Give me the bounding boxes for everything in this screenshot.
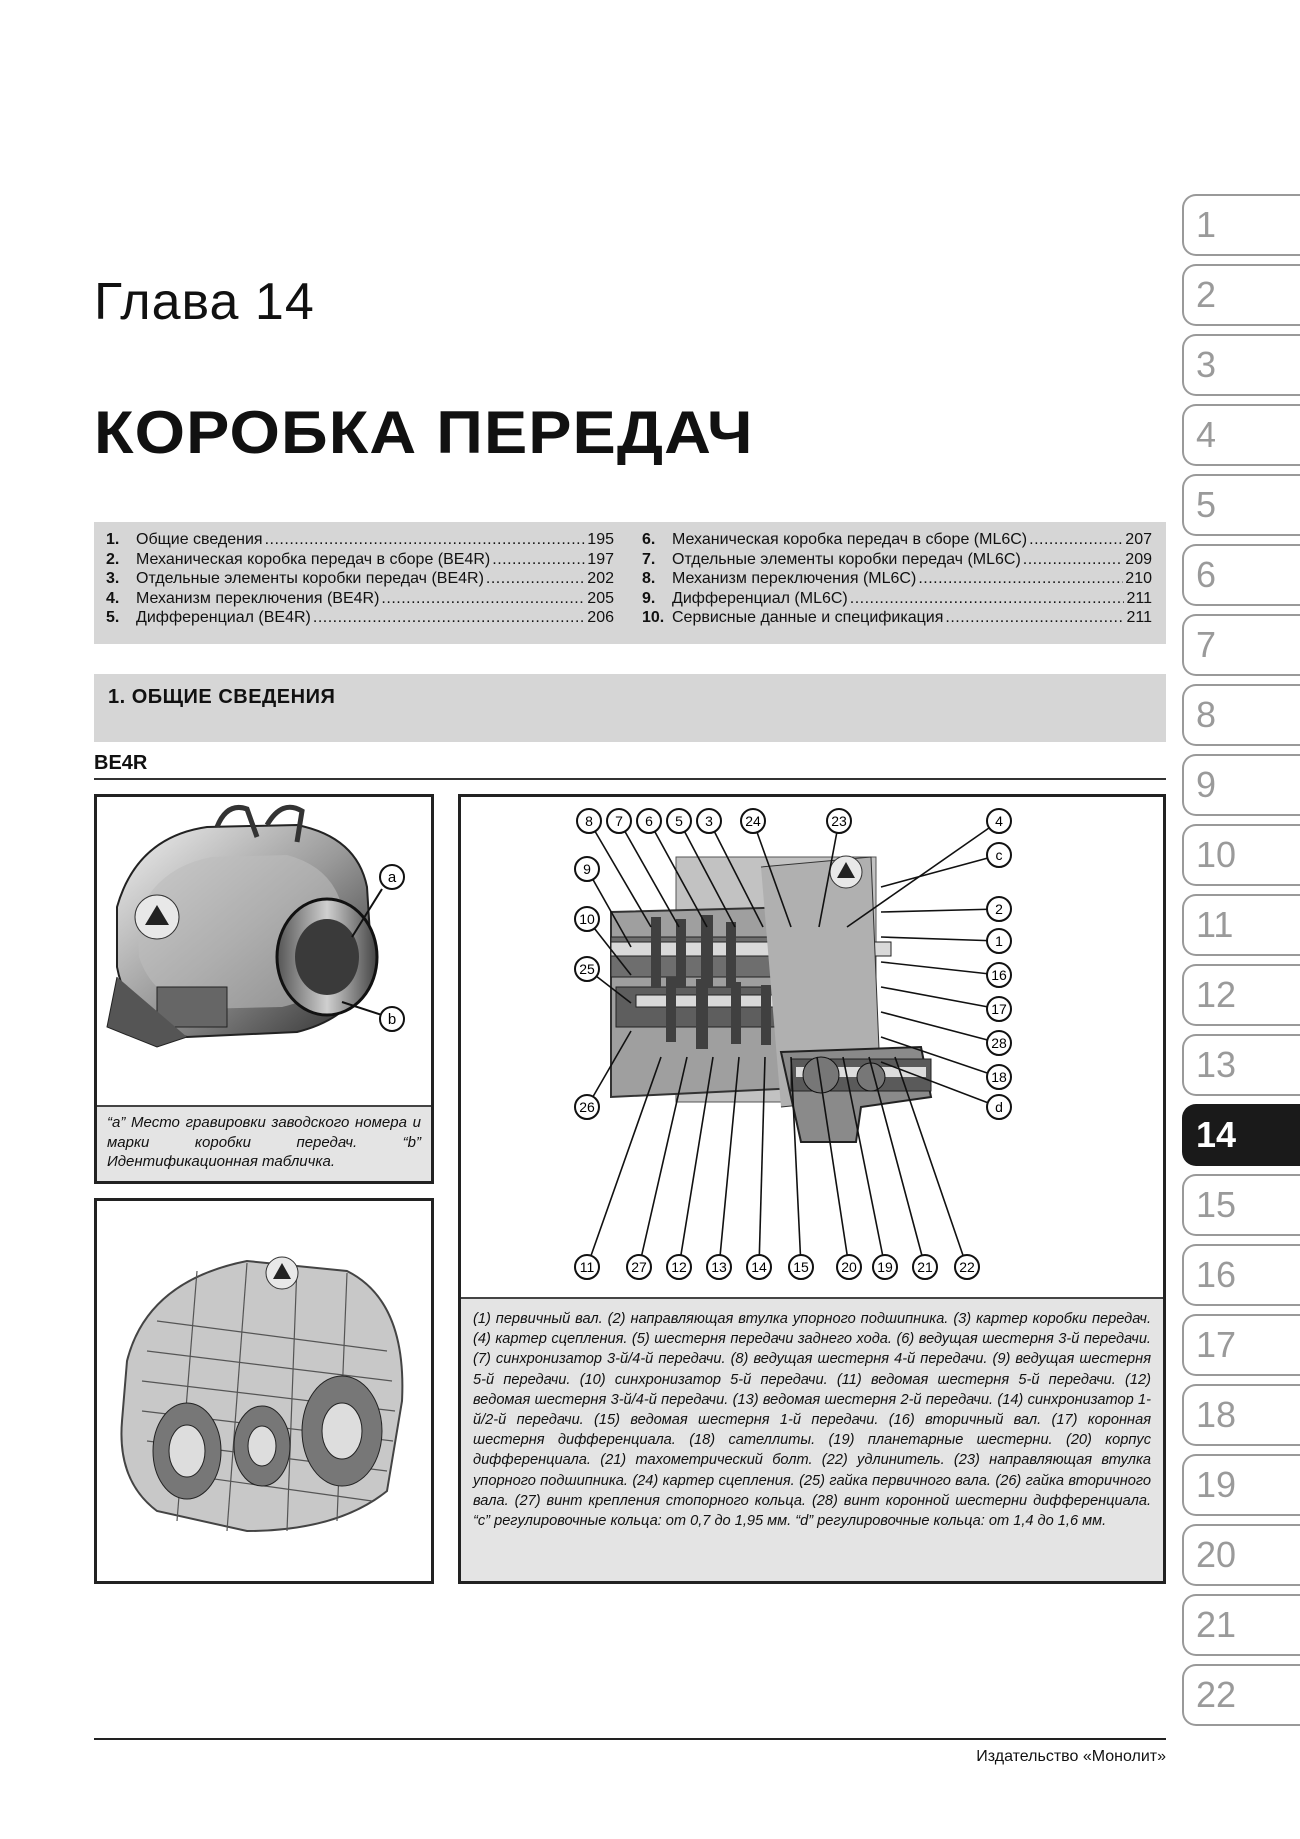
- toc-entry-page: 205: [587, 589, 614, 607]
- chapter-tab-4[interactable]: 4: [1182, 404, 1300, 466]
- divider: [94, 778, 1166, 780]
- chapter-tab-8[interactable]: 8: [1182, 684, 1300, 746]
- chapter-title: КОРОБКА ПЕРЕДАЧ: [94, 399, 754, 466]
- toc-entry-number: 10.: [642, 609, 665, 626]
- callout-label-13: 13: [711, 1259, 727, 1275]
- toc-entry-title: Механическая коробка передач в сборе (ML6C): [672, 531, 1028, 548]
- cross-section-diagram-frame: [458, 794, 1166, 1584]
- toc-leader-dots: [1029, 530, 1123, 550]
- toc-entry-title: Механизм переключения (ML6C): [672, 570, 917, 587]
- callout-label-8: 8: [585, 813, 593, 829]
- callout-label-22: 22: [959, 1259, 975, 1275]
- photo-caption: “a” Место гравировки заводского номера и марки коробки передач. “b” Идентификационная табличка.: [97, 1105, 431, 1181]
- toc-entry-number: 1.: [106, 531, 120, 548]
- toc-leader-dots: [492, 550, 585, 570]
- section-title: 1. ОБЩИЕ СВЕДЕНИЯ: [108, 686, 336, 708]
- toc-entry-title: Отдельные элементы коробки передач (ML6C): [672, 550, 1021, 568]
- chapter-label: Глава 14: [94, 273, 315, 331]
- toc-entry[interactable]: [642, 589, 1152, 609]
- gearbox-exterior-illustration: [97, 797, 431, 1101]
- callout-label-21: 21: [917, 1259, 933, 1275]
- toc-leader-dots: [850, 589, 1125, 609]
- toc-entry-title: Механическая коробка передач в сборе (BE4R): [136, 550, 491, 568]
- callout-label-18: 18: [991, 1069, 1007, 1085]
- gearbox-cutaway-frame: [94, 1198, 434, 1584]
- callout-label-11: 11: [579, 1259, 595, 1275]
- toc-entry[interactable]: [106, 530, 614, 550]
- chapter-tab-12[interactable]: 12: [1182, 964, 1300, 1026]
- toc-leader-dots: [918, 569, 1123, 589]
- section-header-bar: [94, 674, 1166, 742]
- callout-b: b: [387, 1011, 397, 1028]
- callout-label-23: 23: [831, 813, 847, 829]
- chapter-tab-10[interactable]: 10: [1182, 824, 1300, 886]
- toc-leader-dots: [1023, 550, 1124, 570]
- callout-label-17: 17: [991, 1001, 1007, 1017]
- toc-entry[interactable]: [106, 550, 614, 570]
- callout-label-c: c: [995, 847, 1003, 863]
- toc-entry-page: 195: [587, 531, 614, 548]
- toc-leader-dots: [381, 589, 585, 609]
- callout-label-5: 5: [675, 813, 683, 829]
- callout-label-25: 25: [579, 961, 595, 977]
- toc-column-right: [642, 530, 1152, 628]
- chapter-tab-3[interactable]: 3: [1182, 334, 1300, 396]
- callout-leader-line: [881, 937, 999, 941]
- toc-entry-page: 202: [587, 570, 614, 587]
- toc-entry[interactable]: [642, 608, 1152, 628]
- callout-label-15: 15: [793, 1259, 809, 1275]
- chapter-tab-22[interactable]: 22: [1182, 1664, 1300, 1726]
- toc-entry-number: 4.: [106, 589, 120, 607]
- toc-entry-page: 211: [1126, 609, 1152, 626]
- toc-leader-dots: [945, 608, 1124, 628]
- toc-entry-number: 8.: [642, 570, 656, 587]
- callout-leader-line: [881, 987, 999, 1009]
- callout-leader-line: [881, 909, 999, 912]
- callout-label-14: 14: [751, 1259, 767, 1275]
- callout-label-12: 12: [671, 1259, 687, 1275]
- chapter-tab-6[interactable]: 6: [1182, 544, 1300, 606]
- toc-entry-page: 209: [1125, 550, 1152, 568]
- toc-entry-page: 206: [587, 609, 614, 626]
- toc-entry-number: 9.: [642, 589, 656, 607]
- toc-entry-title: Дифференциал (ML6C): [672, 589, 848, 607]
- chapter-tab-13[interactable]: 13: [1182, 1034, 1300, 1096]
- callout-leader-line: [881, 855, 999, 887]
- toc-entry-title: Дифференциал (BE4R): [136, 609, 311, 626]
- toc-leader-dots: [486, 569, 585, 589]
- publisher-footer: Издательство «Монолит»: [976, 1748, 1166, 1765]
- chapter-tab-11[interactable]: 11: [1182, 894, 1300, 956]
- callout-label-24: 24: [745, 813, 761, 829]
- toc-entry[interactable]: [106, 608, 614, 628]
- chapter-tab-1[interactable]: 1: [1182, 194, 1300, 256]
- callout-label-20: 20: [841, 1259, 857, 1275]
- toc-column-left: [106, 530, 614, 628]
- toc-entry-number: 7.: [642, 550, 656, 568]
- toc-entry-page: 211: [1126, 589, 1152, 607]
- toc-entry-title: Сервисные данные и спецификация: [672, 609, 944, 626]
- chapter-tab-20[interactable]: 20: [1182, 1524, 1300, 1586]
- chapter-tab-5[interactable]: 5: [1182, 474, 1300, 536]
- callout-leader-line: [881, 1012, 999, 1043]
- chapter-tab-14[interactable]: 14: [1182, 1104, 1300, 1166]
- toc-entry-number: 3.: [106, 570, 120, 587]
- callout-label-27: 27: [631, 1259, 647, 1275]
- callout-label-6: 6: [645, 813, 653, 829]
- chapter-tab-21[interactable]: 21: [1182, 1594, 1300, 1656]
- toc-leader-dots: [265, 530, 586, 550]
- callout-label-7: 7: [615, 813, 623, 829]
- callout-a: a: [387, 869, 397, 886]
- gearbox-photo-frame: [94, 794, 434, 1184]
- chapter-tab-2[interactable]: 2: [1182, 264, 1300, 326]
- toc-entry-title: Общие сведения: [136, 531, 263, 548]
- toc-leader-dots: [313, 608, 585, 628]
- callout-label-19: 19: [877, 1259, 893, 1275]
- toc-entry[interactable]: [106, 569, 614, 589]
- callout-label-16: 16: [991, 967, 1007, 983]
- callout-label-9: 9: [583, 861, 591, 877]
- chapter-tab-18[interactable]: 18: [1182, 1384, 1300, 1446]
- callout-label-d: d: [995, 1099, 1003, 1115]
- callout-label-1: 1: [995, 933, 1003, 949]
- model-label: BE4R: [94, 752, 148, 774]
- chapter-tab-7[interactable]: 7: [1182, 614, 1300, 676]
- callout-leader-line: [881, 962, 999, 975]
- diagram-caption: (1) первичный вал. (2) направляющая втулка упорного подшипника. (3) картер коробки передач. (4) картер сцепления. (5) шестерня передачи заднего хода. (6) ведущая шестерня 3-й передачи. (7) синхронизатор 3-й/4-й передачи. (8) ведущая шестерня 4-й передачи. (9) ведущая шестерня 5-й передачи. (10) синхронизатор 5-й передачи. (11) ведомая шестерня 5-й передачи. (12) ведомая шестерня 3-й/4-й передачи. (13) ведомая шестерня 2-й передачи. (14) синхронизатор 1-й/2-й передачи. (15) ведомая шестерня 1-й передачи. (16) вторичный вал. (17) коронная шестерня дифференциала. (18) сателлиты. (19) планетарные шестерни. (20) корпус дифференциала. (21) тахометрический болт. (22) удлинитель. (23) направляющая втулка упорного подшипника. (24) картер сцепления. (25) гайка первичного вала. (26) гайка вторичного вала. (27) винт крепления стопорного кольца. (28) винт коронной шестерни дифференциала. “c” регулировочные кольца: от 0,7 до 1,95 мм. “d” регулировочные кольца: от 1,4 до 1,6 мм.: [461, 1297, 1163, 1581]
- chapter-tab-15[interactable]: 15: [1182, 1174, 1300, 1236]
- chapter-tab-16[interactable]: 16: [1182, 1244, 1300, 1306]
- chapter-tab-9[interactable]: 9: [1182, 754, 1300, 816]
- table-of-contents: [94, 522, 1166, 644]
- toc-entry-number: 5.: [106, 609, 120, 626]
- chapter-tab-19[interactable]: 19: [1182, 1454, 1300, 1516]
- toc-entry-title: Отдельные элементы коробки передач (BE4R): [136, 570, 484, 587]
- toc-entry-number: 6.: [642, 531, 656, 548]
- toc-entry[interactable]: [642, 569, 1152, 589]
- callout-label-2: 2: [995, 901, 1003, 917]
- toc-entry[interactable]: [642, 550, 1152, 570]
- toc-entry[interactable]: [642, 530, 1152, 550]
- callout-label-10: 10: [579, 911, 595, 927]
- callout-label-28: 28: [991, 1035, 1007, 1051]
- toc-entry-page: 210: [1125, 570, 1152, 587]
- toc-entry-page: 197: [587, 550, 614, 568]
- gearbox-cross-section-diagram: [461, 797, 1163, 1293]
- footer-divider: [94, 1738, 1166, 1740]
- toc-entry[interactable]: [106, 589, 614, 609]
- callout-label-4: 4: [995, 813, 1003, 829]
- callout-label-26: 26: [579, 1099, 595, 1115]
- toc-entry-number: 2.: [106, 550, 120, 568]
- toc-entry-title: Механизм переключения (BE4R): [136, 589, 380, 607]
- callout-label-3: 3: [705, 813, 713, 829]
- chapter-tab-17[interactable]: 17: [1182, 1314, 1300, 1376]
- gearbox-cutaway-illustration: [97, 1201, 431, 1581]
- toc-entry-page: 207: [1125, 531, 1152, 548]
